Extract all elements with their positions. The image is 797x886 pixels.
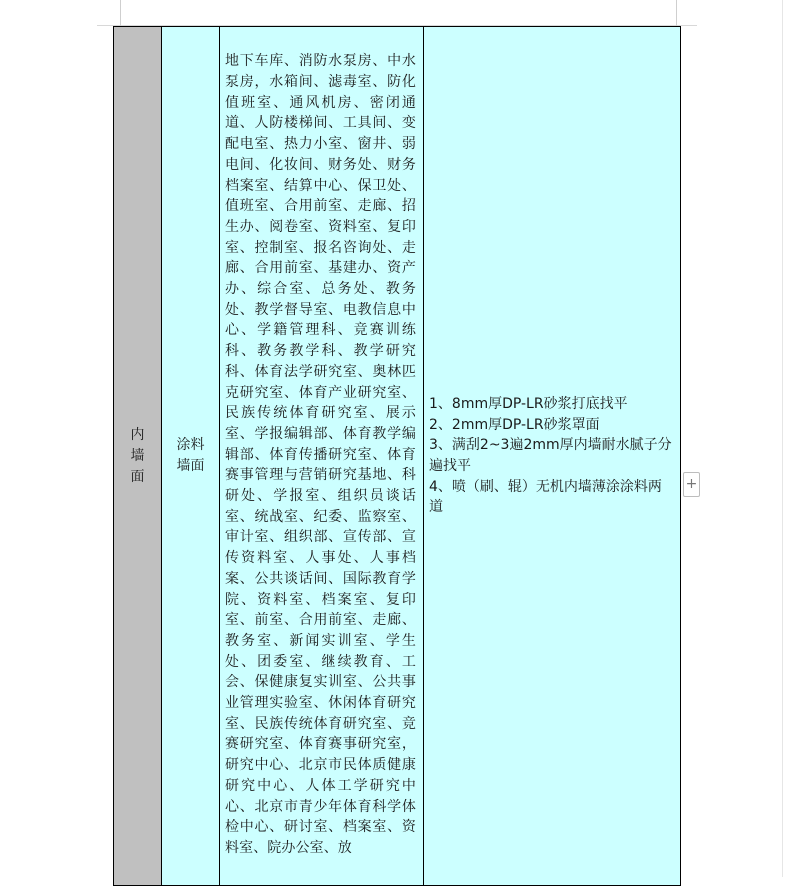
finish-type-label: 涂料墙面 xyxy=(176,437,205,474)
method-step: 1、8mm厚DP-LR砂浆打底找平 xyxy=(429,395,628,412)
table-row xyxy=(114,27,681,886)
finish-spec-table xyxy=(113,26,681,886)
method-step: 2、2mm厚DP-LR砂浆罩面 xyxy=(429,416,600,433)
rooms-cell[interactable] xyxy=(220,27,424,886)
category-label: 内墙面 xyxy=(130,426,145,485)
margin-mark-left xyxy=(120,0,121,26)
method-step: 3、满刮2~3遍2mm厚内墙耐水腻子分遍找平 xyxy=(429,437,672,474)
finish-type-cell[interactable] xyxy=(162,27,220,886)
method-steps xyxy=(429,394,674,518)
rooms-text: 地下车库、消防水泵房、中水泵房，水箱间、滤毒室、防化值班室、通风机房、密闭通道、人防楼梯间、工具间、变配电室、热力小室、窗井、弱电间、化妆间、财务处、财务档案室、结算中心、保卫处、值班室、合用前室、走廊、招生办、阅卷室、资料室、复印室、控制室、报名咨询处、走廊、合用前室、基建办、资产办、综合室、总务处、教务处、教学督导室、电教信息中心、学籍管理科、竞赛训练科、教务教学科、教学研究科、体育法学研究室、奥林匹克研究室、体育产业研究室、民族传统体育研究室、展示室、学报编辑部、体育教学编辑部、体育传播研究室、体育赛事管理与营销研究基地、科研处、学报室、组织员谈话室、统战室、纪委、监察室、审计室、组织部、宣传部、宣传资料室、人事处、人事档案、公共谈话间、国际教育学院、资料室、档案室、复印室、前室、合用前室、走廊、教务室、新闻实训室、学生处、团委室、继续教育、工会、保健康复实训室、公共事业管理实验室、休闲体育研究室、民族传统体育研究室、竞赛研究室、体育赛事研究室，研究中心、北京市民体质健康研究中心、人体工学研究中心、北京市青少年体育科学体检中心、研讨室、档案室、资料室、院办公室、放 xyxy=(225,53,416,856)
add-row-button[interactable]: + xyxy=(683,472,700,497)
method-step: 4、喷（刷、辊）无机内墙薄涂涂料两道 xyxy=(429,478,662,516)
scroll-edge xyxy=(782,0,783,877)
method-cell[interactable] xyxy=(424,27,681,886)
margin-mark-right xyxy=(676,0,677,26)
category-cell[interactable] xyxy=(114,27,162,886)
